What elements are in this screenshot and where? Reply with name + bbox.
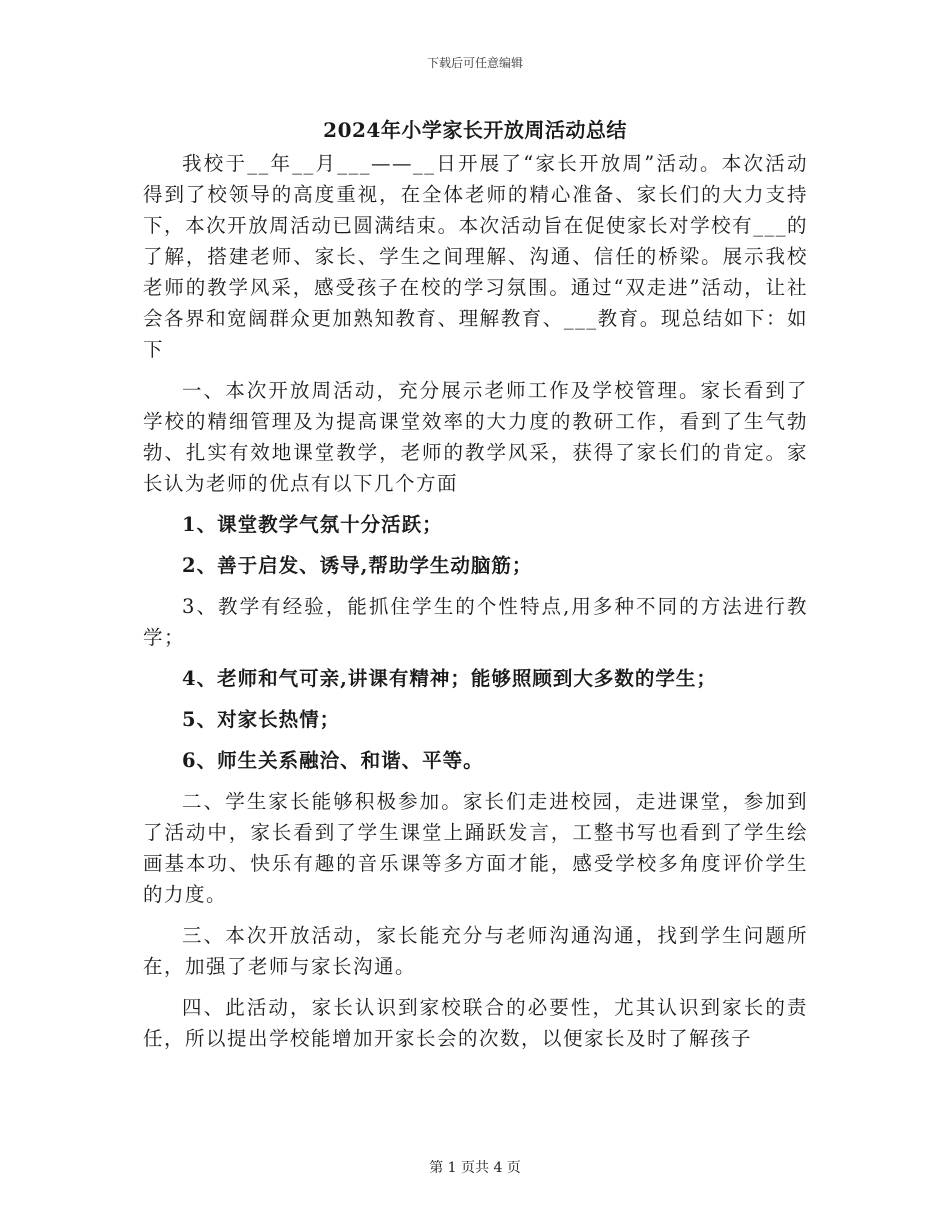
- paragraph-intro: 我校于__年__月___——__日开展了“家长开放周”活动。本次活动得到了校领导的高度重视，在全体老师的精心准备、家长们的大力支持下，本次开放周活动已圆满结束。本次活动旨在促使家长对学校有___的了解，搭建老师、家长、学生之间理解、沟通、信任的桥梁。展示我校老师的教学风采，感受孩子在校的学习氛围。通过“双走进”活动，让社会各界和宽阔群众更加熟知教育、理解教育、___教育。现总结如下：如下: [143, 152, 808, 361]
- list-item-5: 5、对家长热情；: [182, 708, 341, 731]
- list-item-2: 2、善于启发、诱导,帮助学生动脑筋；: [182, 554, 533, 577]
- page-number: 第 1 页共 4 页: [429, 1160, 521, 1176]
- list-item-1: 1、课堂教学气氛十分活跃；: [182, 513, 443, 536]
- document-body: [143, 148, 808, 1064]
- paragraph-section-2: 二、学生家长能够积极参加。家长们走进校园，走进课堂，参加到了活动中，家长看到了学生课堂上踊跃发言，工整书写也看到了学生绘画基本功、快乐有趣的音乐课等多方面才能，感受学校多角度评价学生的力度。: [143, 790, 808, 906]
- paragraph-section-3: 三、本次开放活动，家长能充分与老师沟通沟通，找到学生问题所在，加强了老师与家长沟通。: [143, 924, 808, 978]
- list-item-3: 3、教学有经验，能抓住学生的个性特点,用多种不同的方法进行教学；: [143, 595, 808, 649]
- list-item-4: 4、老师和气可亲,讲课有精神；能够照顾到大多数的学生；: [182, 667, 717, 690]
- paragraph-section-4: 四、此活动，家长认识到家校联合的必要性，尤其认识到家长的责任，所以提出学校能增加开家长会的次数，以便家长及时了解孩子: [143, 996, 808, 1050]
- header-note: 下载后可任意编辑: [426, 56, 523, 70]
- list-item-6: 6、师生关系融洽、和谐、平等。: [182, 749, 484, 772]
- paragraph-section-1: 一、本次开放周活动，充分展示老师工作及学校管理。家长看到了学校的精细管理及为提高课堂效率的大力度的教研工作，看到了生气勃勃、扎实有效地课堂教学，老师的教学风采，获得了家长们的肯定。家长认为老师的优点有以下几个方面: [143, 379, 808, 495]
- document-title: 2024年小学家长开放周活动总结: [323, 118, 627, 142]
